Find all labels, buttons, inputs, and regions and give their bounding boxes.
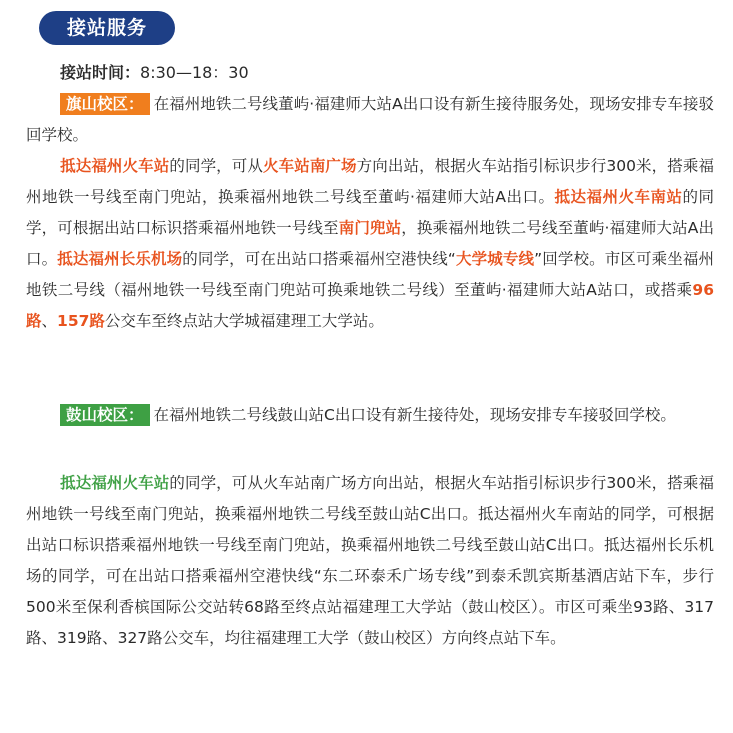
qishan-text: 的同学，可在出站口搭乘福州空港快线“ [182, 250, 456, 268]
section-title: 接站服务 [39, 11, 175, 45]
qishan-highlight: 大学城专线 [455, 250, 535, 268]
gushan-intro [26, 400, 714, 431]
qishan-text: 的同学，可从 [169, 157, 263, 175]
gushan-directions [26, 468, 714, 654]
qishan-highlight: 火车站南广场 [263, 157, 357, 175]
qishan-text: 的同学，可根据出站口标识搭乘福州地铁一号线至 [26, 188, 714, 237]
qishan-highlight: 157路 [57, 312, 105, 330]
qishan-highlight: 抵达福州火车站 [60, 157, 170, 175]
qishan-directions [26, 151, 714, 337]
qishan-highlight: 96路 [26, 281, 714, 330]
reception-time [60, 62, 249, 84]
qishan-intro-text: 在福州地铁二号线董屿·福建师大站A出口设有新生接待服务处，现场安排专车接驳回学校。 [26, 95, 714, 144]
qishan-text: ，换乘福州地铁二号线至董屿·福建师大站A出口。 [26, 219, 714, 268]
qishan-text: 公交车至终点站大学城福建理工大学站。 [104, 312, 384, 330]
qishan-highlight: 抵达福州火车南站 [554, 188, 683, 206]
qishan-text: ”回学校。市区可乘坐福州地铁二号线（福州地铁一号线至南门兜站可换乘地铁二号线）至董屿·福建师大站A站口，或搭乘 [26, 250, 714, 299]
reception-time-value: 8:30—18：30 [140, 63, 249, 82]
qishan-text: 方向出站，根据火车站指引标识步行300米，搭乘福州地铁一号线至南门兜站，换乘福州地铁二号线至董屿·福建师大站A出口。 [26, 157, 714, 206]
qishan-badge: 旗山校区： [60, 93, 150, 115]
gushan-highlight: 抵达福州火车站 [60, 474, 170, 492]
qishan-highlight: 抵达福州长乐机场 [57, 250, 183, 268]
gushan-intro-text: 在福州地铁二号线鼓山站C出口设有新生接待处，现场安排专车接驳回学校。 [153, 406, 676, 424]
gushan-text: 的同学，可从火车站南广场方向出站，根据火车站指引标识步行300米，搭乘福州地铁一号线至南门兜站，换乘福州地铁二号线至鼓山站C出口。抵达福州火车南站的同学，可根据出站口标识搭乘福州地铁一号线至南门兜站，换乘福州地铁二号线至鼓山站C出口。抵达福州长乐机场的同学，可在出站口搭乘福州空港快线“东二环泰禾广场专线”到泰禾凯宾斯基酒店站下车，步行500米至保利香槟国际公交站转68路至终点站福建理工大学站（鼓山校区）。市区可乘坐93路、317路、319路、327路公交车，均往福建理工大学（鼓山校区）方向终点站下车。 [26, 474, 714, 647]
gushan-badge: 鼓山校区： [60, 404, 150, 426]
qishan-text: 、 [41, 312, 58, 330]
qishan-intro [26, 89, 714, 151]
reception-time-label: 接站时间： [60, 63, 141, 82]
qishan-highlight: 南门兜站 [338, 219, 402, 237]
